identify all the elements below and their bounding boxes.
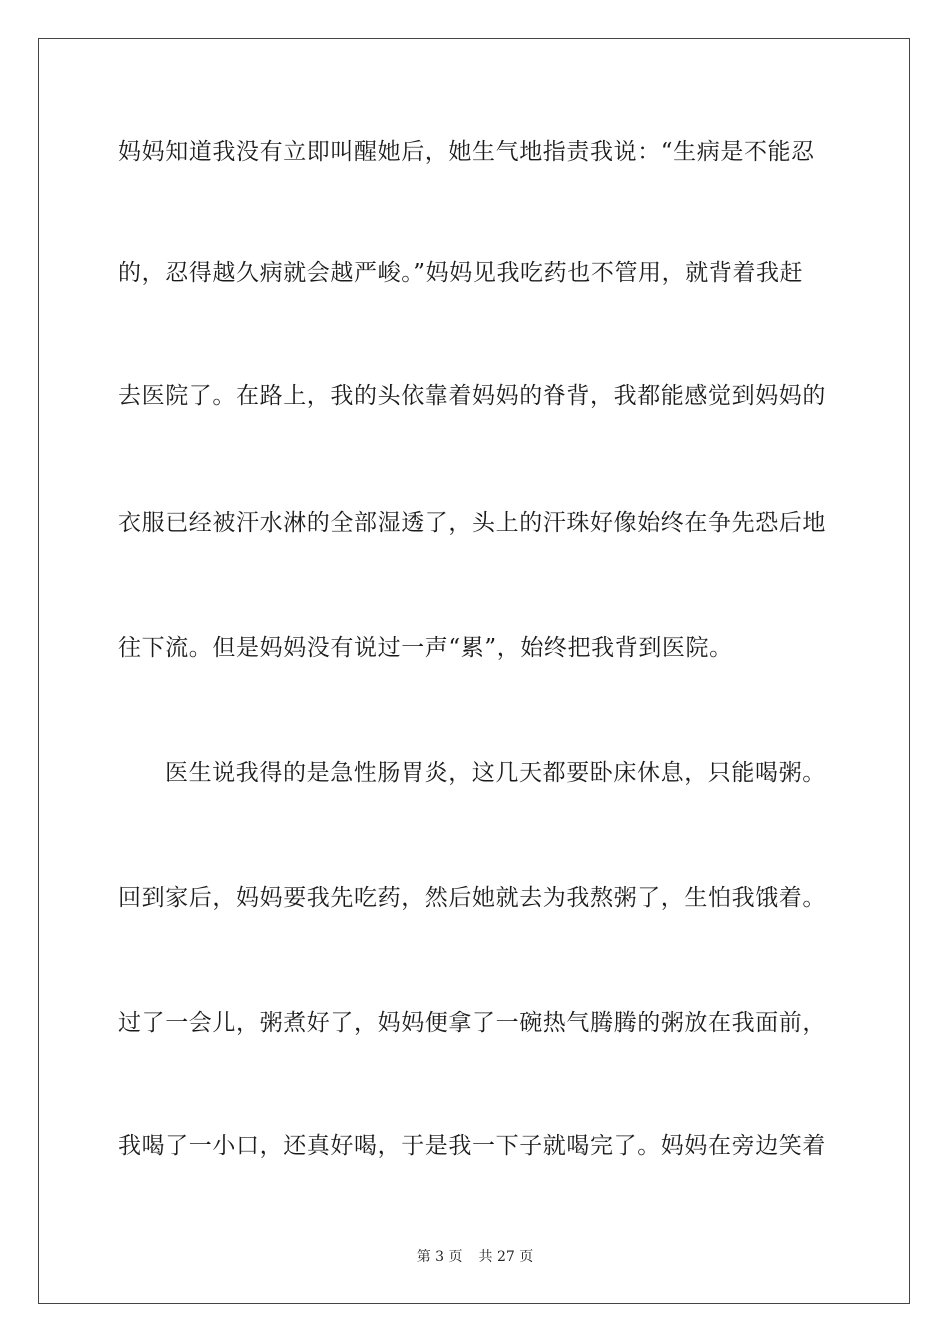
- page-footer: [0, 1248, 950, 1266]
- page-number: 第 3 页: [416, 1249, 463, 1265]
- text-line: 我喝了一小口，还真好喝，于是我一下子就喝完了。妈妈在旁边笑着: [118, 1133, 826, 1159]
- total-pages: 共 27 页: [478, 1249, 534, 1265]
- text-line: 的，忍得越久病就会越严峻。”妈妈见我吃药也不管用，就背着我赶: [118, 260, 804, 286]
- paragraph-first-line: 医生说我得的是急性肠胃炎，这几天都要卧床休息，只能喝粥。: [165, 760, 826, 786]
- text-line: 回到家后，妈妈要我先吃药，然后她就去为我熬粥了，生怕我饿着。: [118, 885, 826, 911]
- text-line: 往下流。但是妈妈没有说过一声“累”，始终把我背到医院。: [118, 635, 733, 661]
- page-border: [38, 38, 910, 1304]
- text-line: 去医院了。在路上，我的头依靠着妈妈的脊背，我都能感觉到妈妈的: [118, 383, 826, 409]
- text-line: 过了一会儿，粥煮好了，妈妈便拿了一碗热气腾腾的粥放在我面前，: [118, 1010, 826, 1036]
- text-line: 妈妈知道我没有立即叫醒她后，她生气地指责我说：“生病是不能忍: [118, 139, 815, 165]
- text-line: 衣服已经被汗水淋的全部湿透了，头上的汗珠好像始终在争先恐后地: [118, 510, 826, 536]
